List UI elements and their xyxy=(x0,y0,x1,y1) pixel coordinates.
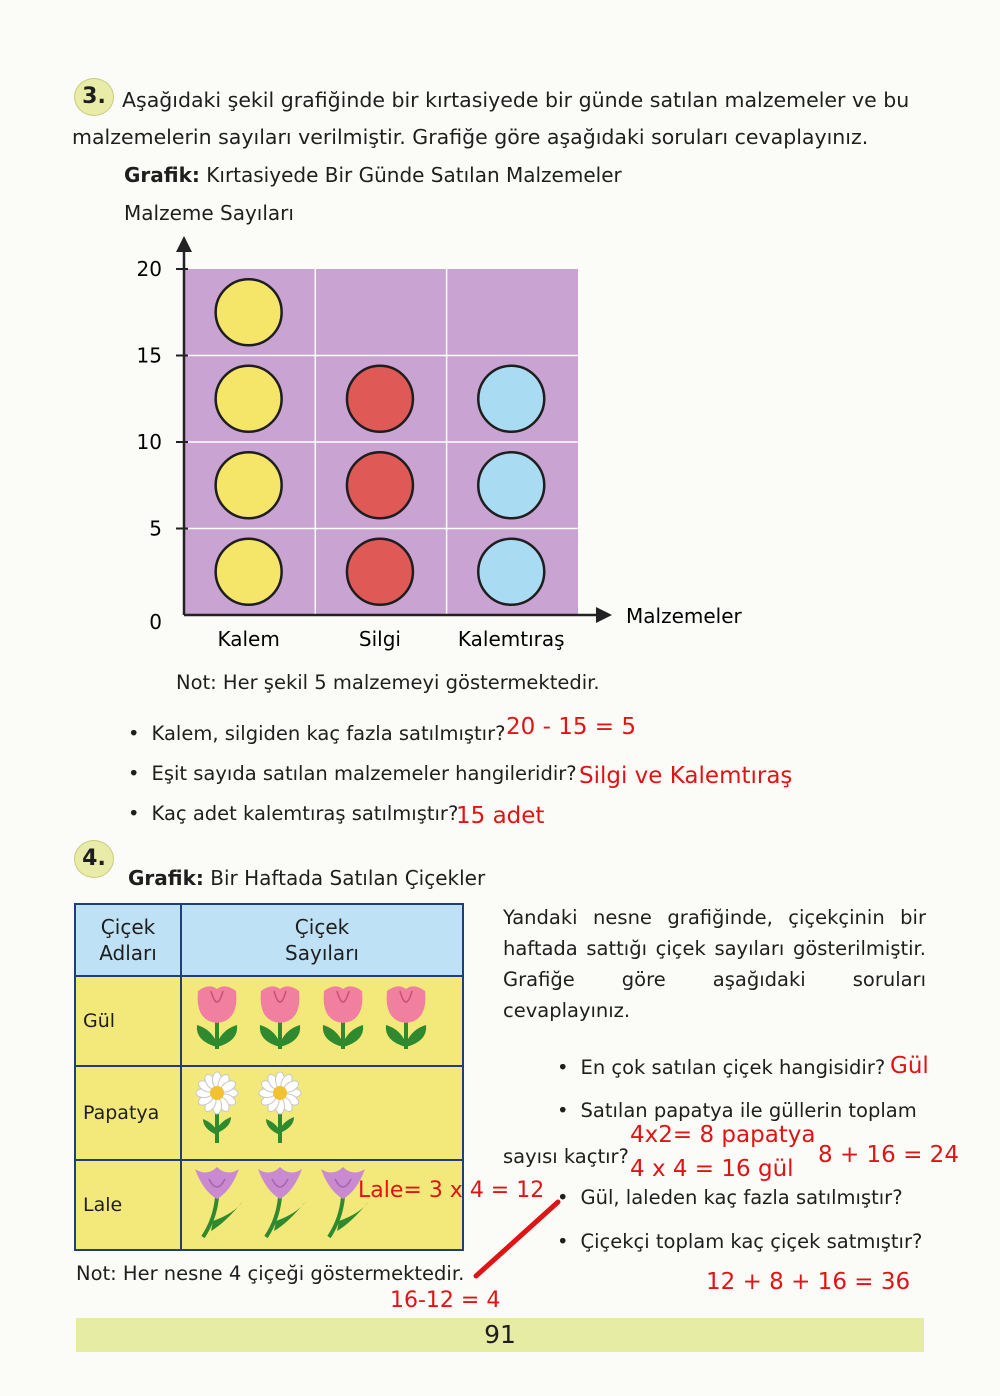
header-flower-counts: Çiçek Sayıları xyxy=(181,904,463,976)
chart-title-label: Grafik: xyxy=(124,163,200,187)
q4-question-2: • Satılan papatya ile güllerin toplam xyxy=(557,1099,925,1122)
q4-answer-1: Gül xyxy=(890,1053,929,1079)
q4-question-2-continued: sayısı kaçtır? xyxy=(503,1145,629,1168)
q4-chart-title-label: Grafik: xyxy=(128,866,204,890)
y-tick-label: 15 xyxy=(136,343,162,368)
tulip-purple-icon xyxy=(258,1167,306,1237)
q3-question-1: • Kalem, silgiden kaç fazla satılmıştır? xyxy=(128,722,505,745)
daisy-icon xyxy=(259,1072,301,1143)
tulip-pink-icon xyxy=(197,986,237,1049)
chart-y-ticks xyxy=(137,257,188,634)
y-axis-arrow xyxy=(176,236,192,252)
symbol-kalemtıraş xyxy=(478,366,544,432)
symbol-kalem xyxy=(216,279,282,345)
chart-ylabel: Malzeme Sayıları xyxy=(124,201,294,225)
tulip-pink-icon xyxy=(260,986,300,1049)
q3-note: Not: Her şekil 5 malzemeyi göstermektedir. xyxy=(176,671,600,694)
question-4-number: 4. xyxy=(74,840,114,878)
symbol-kalemtıraş xyxy=(478,539,544,605)
q3-answer-1: 20 - 15 = 5 xyxy=(506,714,636,740)
x-category-label: Kalem xyxy=(217,627,280,651)
symbol-kalem xyxy=(216,539,282,605)
question-3-number: 3. xyxy=(74,78,114,116)
red-arrow-mark xyxy=(466,1196,566,1286)
row-symbols-lale xyxy=(181,1160,463,1250)
row-name-lale: Lale xyxy=(75,1160,181,1250)
intro-line-1: Aşağıdaki şekil grafiğinde bir kırtasiyede bir günde satılan malzemeler ve bu xyxy=(122,88,910,112)
q4-answer-2-total: 8 + 16 = 24 xyxy=(818,1142,959,1168)
x-axis-arrow xyxy=(596,607,612,623)
q4-note: Not: Her nesne 4 çiçeği göstermektedir. xyxy=(76,1262,465,1285)
q3-answer-2: Silgi ve Kalemtıraş xyxy=(579,763,793,789)
chart-title-text: Kırtasiyede Bir Günde Satılan Malzemeler xyxy=(206,163,622,187)
page-number: 91 xyxy=(484,1320,516,1349)
y-tick-label: 5 xyxy=(149,516,162,541)
intro-line-2: malzemelerin sayıları verilmiştir. Grafiğe göre aşağıdaki soruları cevaplayınız. xyxy=(72,125,869,149)
q4-paragraph: Yandaki nesne grafiğinde, çiçekçinin bir haftada sattığı çiçek sayıları gösterilmiştir. Grafiğe göre aşağıdaki soruları cevaplayınız. xyxy=(503,906,926,1022)
symbol-silgi xyxy=(347,539,413,605)
q4-chart-title-text: Bir Haftada Satılan Çiçekler xyxy=(210,866,486,890)
chart-xlabel: Malzemeler xyxy=(626,604,742,628)
symbol-kalemtıraş xyxy=(478,452,544,518)
q4-answer-2-gul: 4 x 4 = 16 gül xyxy=(630,1156,794,1182)
x-category-label: Kalemtıraş xyxy=(457,627,565,651)
symbol-kalem xyxy=(216,452,282,518)
row-symbols-gul xyxy=(181,976,463,1066)
symbol-silgi xyxy=(347,366,413,432)
tulip-purple-icon xyxy=(195,1167,243,1237)
x-category-label: Silgi xyxy=(358,627,401,651)
tulip-pink-icon xyxy=(386,986,426,1049)
row-name-gul: Gül xyxy=(75,976,181,1066)
symbol-kalem xyxy=(216,366,282,432)
q3-question-2: • Eşit sayıda satılan malzemeler hangileridir? xyxy=(128,762,577,785)
q4-answer-2-papatya: 4x2= 8 papatya xyxy=(630,1122,816,1148)
symbol-silgi xyxy=(347,452,413,518)
row-symbols-papatya xyxy=(181,1066,463,1160)
y-tick-label: 0 xyxy=(149,610,162,634)
y-tick-label: 20 xyxy=(136,257,162,281)
pictograph-chart xyxy=(120,230,770,660)
q3-answer-3: 15 adet xyxy=(456,803,545,829)
q4-answer-4: 12 + 8 + 16 = 36 xyxy=(706,1269,911,1295)
q4-chart-title xyxy=(128,866,485,890)
row-name-papatya: Papatya xyxy=(75,1066,181,1160)
y-tick-label: 10 xyxy=(136,430,162,454)
q4-question-3: • Gül, laleden kaç fazla satılmıştır? xyxy=(557,1186,903,1209)
chart-title xyxy=(124,163,622,187)
q4-answer-3-result: 16-12 = 4 xyxy=(390,1288,501,1313)
q4-answer-3-lale: Lale= 3 x 4 = 12 xyxy=(358,1178,545,1203)
header-flower-names: Çiçek Adları xyxy=(75,904,181,976)
question-3-intro xyxy=(72,82,922,156)
q4-question-4: • Çiçekçi toplam kaç çiçek satmıştır? xyxy=(557,1230,922,1253)
daisy-icon xyxy=(196,1072,238,1143)
q4-question-1: • En çok satılan çiçek hangisidir? xyxy=(557,1056,885,1079)
tulip-pink-icon xyxy=(323,986,363,1049)
q3-question-3: • Kaç adet kalemtıraş satılmıştır? xyxy=(128,802,458,825)
